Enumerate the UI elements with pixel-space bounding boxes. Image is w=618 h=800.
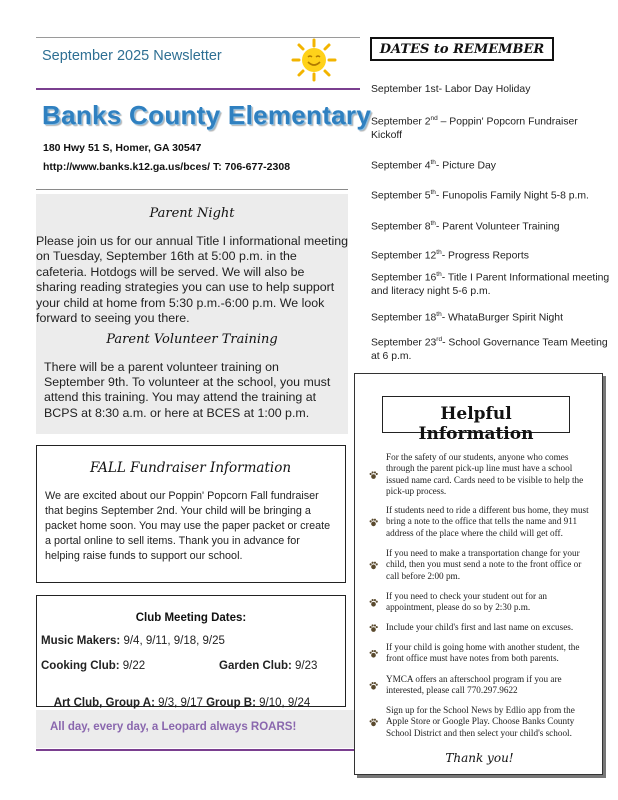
date-text: - WhataBurger Spirit Night (441, 312, 563, 324)
tip-text: If students need to ride a different bus home, they must bring a note to the office that tells the name and 911 address of the place where the child will get off. (386, 505, 589, 538)
parent-night-heading: Parent Night (149, 206, 235, 221)
date-suffix: th (430, 189, 436, 196)
tip-item (369, 505, 595, 539)
paw-icon (369, 674, 378, 697)
paw-icon (369, 622, 378, 633)
tip-text: If you need to make a transportation change for your child, then you must send a note to the front office or call before 2:00 pm. (386, 548, 582, 581)
paw-icon (369, 505, 378, 539)
date-item (371, 217, 611, 234)
date-text: - Parent Volunteer Training (435, 221, 560, 233)
date-text: September 1st- Labor Day Holiday (371, 84, 531, 95)
date-suffix: th (430, 159, 436, 166)
header-bottom-rule (36, 88, 360, 90)
divider (36, 189, 348, 190)
club-section (36, 595, 346, 707)
club-garden (219, 660, 317, 672)
date-text: September 8 (371, 221, 431, 233)
tip-item (369, 548, 595, 582)
club-dates: 9/23 (291, 660, 318, 672)
tip-item (369, 674, 595, 697)
date-text: - School Governance Team Meeting at 6 p.m. (371, 337, 608, 363)
club-label: Garden Club: (219, 660, 292, 672)
school-web-phone: http://www.banks.k12.ga.us/bces/ T: 706-677-2308 (43, 161, 291, 173)
fundraiser-section (36, 445, 346, 583)
school-name: Banks County Elementary (42, 100, 372, 130)
club-cooking (41, 660, 145, 672)
volunteer-body: There will be a parent volunteer training on September 9th. To volunteer at the school, you must attend this training. You may attend the training at BCPS at 8:30 a.m. or here at BCES at 1:00 p.m. (44, 360, 331, 420)
paw-icon (369, 452, 378, 497)
club-dates: 9/4, 9/11, 9/18, 9/25 (120, 635, 225, 647)
club-dates: 9/10, 9/24 (255, 697, 311, 709)
paw-icon (369, 548, 378, 582)
date-suffix: th (436, 249, 442, 256)
helpful-title-frame (382, 396, 570, 444)
date-item (371, 156, 611, 173)
club-music (41, 635, 225, 647)
date-text: September 12 (371, 250, 437, 262)
date-suffix: th (430, 220, 436, 227)
volunteer-heading: Parent Volunteer Training (106, 332, 278, 347)
parent-night-section (36, 194, 348, 434)
date-item (371, 83, 611, 97)
school-address: 180 Hwy 51 S, Homer, GA 30547 (43, 142, 202, 154)
date-item (371, 186, 611, 203)
helpful-info-section (354, 373, 603, 775)
date-item (371, 333, 611, 364)
date-text: - Progress Reports (441, 250, 529, 262)
date-text: September 5 (371, 190, 431, 202)
date-text: – Poppin' Popcorn Fundraiser Kickoff (371, 116, 578, 142)
date-text: September 16 (371, 272, 437, 284)
slogan-rule (36, 749, 360, 751)
date-text: - Funopolis Family Night 5-8 p.m. (435, 190, 589, 202)
sun-icon (290, 38, 338, 82)
tip-text: Sign up for the School News by Edlio app from the Apple Store or Google Play. Choose Banks County School District and then select your child's school. (386, 705, 575, 738)
date-item (371, 246, 611, 263)
date-text: September 2 (371, 116, 431, 128)
parent-night-body: Please join us for our annual Title I informational meeting on Tuesday, September 16th at 5:00 p.m. in the cafeteria. Hotdogs will be served. We will also be sharing reading strategies you can use to help support your child at home from 5:30 p.m.-6:00 p.m. We look forward to seeing you there. (36, 234, 349, 326)
club-dates: 9/22 (119, 660, 146, 672)
date-text: - Picture Day (435, 160, 496, 172)
tip-text: Include your child's first and last name on excuses. (386, 622, 574, 632)
club-dates: 9/3, 9/17 (154, 697, 207, 709)
dates-header (370, 37, 554, 61)
helpful-title: Helpful Information (418, 404, 534, 444)
date-item (371, 308, 611, 325)
paw-icon (369, 591, 378, 614)
club-label: Art Club, Group A: (53, 697, 155, 709)
date-text: September 18 (371, 312, 437, 324)
date-suffix: nd (430, 115, 438, 122)
dates-title: DATES to REMEMBER (379, 42, 545, 57)
club-label: Group B: (206, 697, 256, 709)
newsletter-title: September 2025 Newsletter (42, 48, 222, 64)
tip-text: YMCA offers an afterschool program if you are interested, please call 770.297.9622 (386, 674, 562, 696)
tip-text: If your child is going home with another student, the front office must have notes from both parents. (386, 642, 580, 664)
slogan-banner (36, 710, 356, 748)
date-suffix: th (436, 271, 442, 278)
tip-item (369, 705, 595, 739)
date-text: September 23 (371, 337, 437, 349)
date-item (371, 112, 611, 143)
tip-text: If you need to check your student out for an appointment, please do so by 2:30 p.m. (386, 591, 547, 613)
paw-icon (369, 642, 378, 665)
slogan-text: All day, every day, a Leopard always ROARS! (50, 721, 297, 733)
club-label: Music Makers: (41, 635, 121, 647)
tip-item (369, 622, 595, 633)
club-label: Cooking Club: (41, 660, 120, 672)
date-text: - Title I Parent Informational meeting and literacy night 5-6 p.m. (371, 272, 610, 298)
date-suffix: th (436, 311, 442, 318)
date-item (371, 268, 611, 299)
thank-you: Thank you! (445, 751, 514, 765)
tip-item (369, 591, 595, 614)
fundraiser-body: We are excited about our Poppin' Popcorn Fall fundraiser that begins September 2nd. Your child will be bringing a packet home soon. You may use the paper packet or create a portal online to sell items. Thank you in advance for helping raise funds to support our school. (45, 490, 331, 562)
tip-text: For the safety of our students, anyone who comes through the parent pick-up line must have a school issued name card. Cards need to be visible to help the pick-up process. (386, 452, 584, 496)
tip-item (369, 642, 595, 665)
date-text: September 4 (371, 160, 431, 172)
club-heading: Club Meeting Dates: (135, 612, 247, 624)
tip-item (369, 452, 595, 497)
fundraiser-heading: FALL Fundraiser Information (89, 460, 292, 476)
paw-icon (369, 705, 378, 739)
date-suffix: rd (436, 336, 443, 343)
